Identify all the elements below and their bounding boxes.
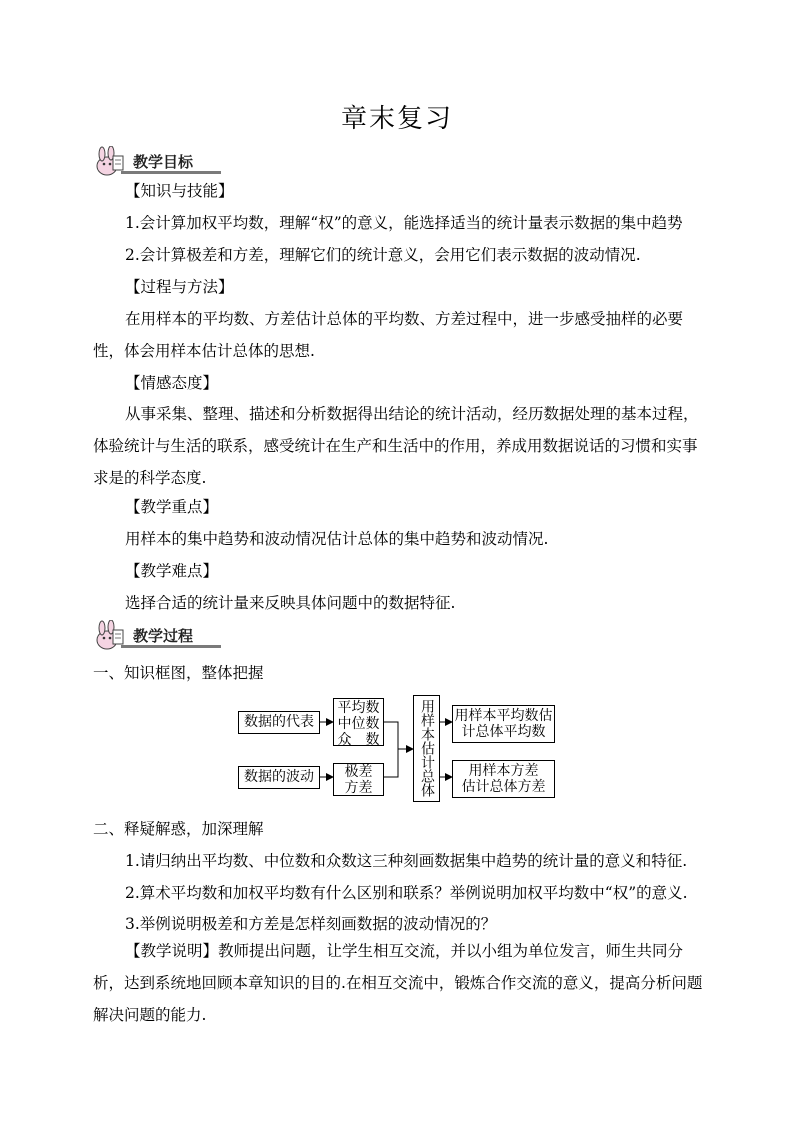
stat-mode: 众 数: [337, 732, 380, 748]
knowledge-head: 【知识与技能】: [125, 182, 234, 200]
section-header-process: [93, 620, 223, 652]
method-head: 【过程与方法】: [125, 278, 234, 296]
out1-line1: 用样本平均数估: [454, 708, 553, 724]
center-label: 用样本估计总体: [419, 699, 435, 797]
part2-title: 二、释疑解惑，加深理解: [93, 820, 264, 838]
stat-median: 中位数: [337, 716, 380, 732]
box-estimate-variance: [452, 760, 555, 798]
stat-range: 极差: [344, 764, 373, 780]
section-title: 教学目标: [133, 153, 194, 171]
note-head: 【教学说明】: [125, 942, 219, 960]
key-text: 用样本的集中趋势和波动情况估计总体的集中趋势和波动情况.: [125, 530, 549, 548]
teaching-note: [93, 935, 703, 1031]
out2-line2: 估计总体方差: [461, 779, 546, 795]
question-2: 2.算术平均数和加权平均数有什么区别和联系？举例说明加权平均数中“权”的意义.: [125, 884, 688, 902]
attitude-text: 从事采集、整理、描述和分析数据得出结论的统计活动，经历数据处理的基本过程，体验统计与生活的联系，感受统计在生产和生活中的作用，养成用数据说话的习惯和实事求是的科学态度.: [93, 405, 699, 487]
page-title: 章末复习: [340, 104, 453, 134]
knowledge-2: 2.会计算极差和方差，理解它们的统计意义，会用它们表示数据的波动情况.: [125, 246, 641, 264]
box-data-representative: 数据的代表: [238, 711, 320, 734]
box-dispersion-stats: [333, 763, 384, 796]
bracket-line: [384, 722, 398, 777]
question-1: 1.请归纳出平均数、中位数和众数这三种刻画数据集中趋势的统计量的意义和特征.: [125, 852, 688, 870]
attitude-head: 【情感态度】: [125, 374, 219, 392]
stat-variance: 方差: [344, 780, 373, 796]
question-3: 3.举例说明极差和方差是怎样刻画数据的波动情况的？: [125, 915, 497, 933]
method-text: 在用样本的平均数、方差估计总体的平均数、方差过程中，进一步感受抽样的必要性，体会用样本估计总体的思想.: [93, 310, 684, 360]
difficult-text: 选择合适的统计量来反映具体问题中的数据特征.: [125, 594, 456, 612]
section-header-goals: [93, 146, 223, 178]
out1-line2: 计总体平均数: [461, 724, 546, 740]
note-text: 教师提出问题，让学生相互交流，并以小组为单位发言，师生共同分析，达到系统地回顾本章知识的目的.在相互交流中，锻炼合作交流的意义，提高分析问题解决问题的能力.: [93, 942, 703, 1024]
box-sample-estimates-population: [413, 695, 440, 802]
out2-line1: 用样本方差: [468, 763, 539, 779]
section-title: 教学过程: [133, 627, 194, 645]
key-head: 【教学重点】: [125, 498, 219, 516]
box-estimate-mean: [452, 705, 555, 743]
difficult-head: 【教学难点】: [125, 562, 219, 580]
box-data-fluctuation: 数据的波动: [238, 766, 320, 789]
stat-mean: 平均数: [337, 700, 380, 716]
knowledge-1: 1.会计算加权平均数，理解“权”的意义，能选择适当的统计量表示数据的集中趋势: [125, 214, 683, 232]
box-central-stats: [333, 698, 384, 746]
part1-title: 一、知识框图，整体把握: [93, 664, 264, 682]
